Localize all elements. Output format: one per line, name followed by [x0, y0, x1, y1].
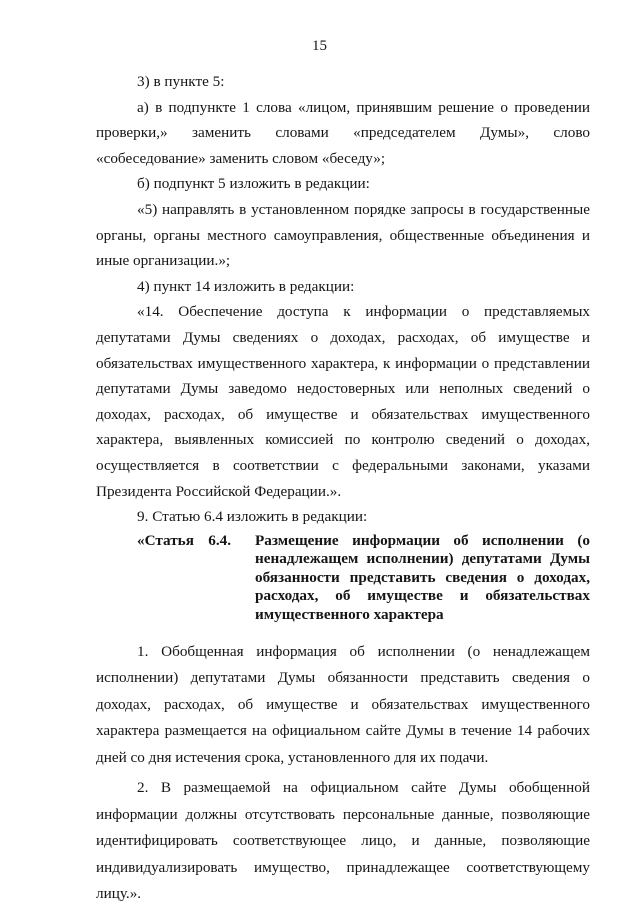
article-number: 6.4.: [208, 531, 231, 549]
paragraph-quote-5: «5) направлять в установленном порядке запросы в государственные органы, органы местного самоуправления, общественные объединения и иные организации.»;: [96, 200, 590, 270]
paragraph-item-9: 9. Статью 6.4 изложить в редакции:: [137, 508, 368, 526]
paragraph-item-4: 4) пункт 14 изложить в редакции:: [137, 277, 355, 295]
article-paragraph-1: 1. Обобщенная информация об исполнении (о ненадлежащем исполнении) депутатами Думы обязанности представить сведения о доходах, расходах, об имуществе и обязательствах имущественного характера размещается на официальном сайте Думы в течение 14 рабочих дней со дня истечения срока, установленного для их подачи.: [96, 642, 590, 766]
article-paragraph-2: 2. В размещаемой на официальном сайте Думы обобщенной информации должны отсутствовать персональные данные, позволяющие идентифицировать соответствующее лицо, и данные, позволяющие индивидуализировать имущество, принадлежащее соответствующему лицу.».: [96, 779, 590, 903]
paragraph-quote-14: «14. Обеспечение доступа к информации о представляемых депутатами Думы сведениях о доходах, расходах, об имуществе и обязательствах имущественного характера, к информации о представлении депутатами Думы заведомо недостоверных или неполных сведений о доходах, расходах, об имуществе и обязательствах имущественного характера, выявленных комиссией по контролю сведений о доходах, осуществляется в соответствии с федеральными законами, указами Президента Российской Федерации.».: [96, 303, 590, 500]
article-word: «Статья: [137, 531, 194, 549]
paragraph-subitem-b: б) подпункт 5 изложить в редакции:: [137, 175, 370, 193]
article-title: Размещение информации об исполнении (о ненадлежащем исполнении) депутатами Думы обязанности представить сведения о доходах, расходах, об имуществе и обязательствах имущественного характера: [255, 531, 590, 624]
page-number: 15: [312, 38, 327, 54]
paragraph-item-3: 3) в пункте 5:: [137, 73, 225, 90]
article-label: [96, 532, 255, 625]
article-heading: [96, 532, 590, 625]
document-body: [96, 69, 590, 908]
paragraph-subitem-a: а) в подпункте 1 слова «лицом, принявшим решение о проведении проверки,» заменить словами «председателем Думы», слово «собеседование» заменить словом «беседу»;: [96, 98, 590, 167]
